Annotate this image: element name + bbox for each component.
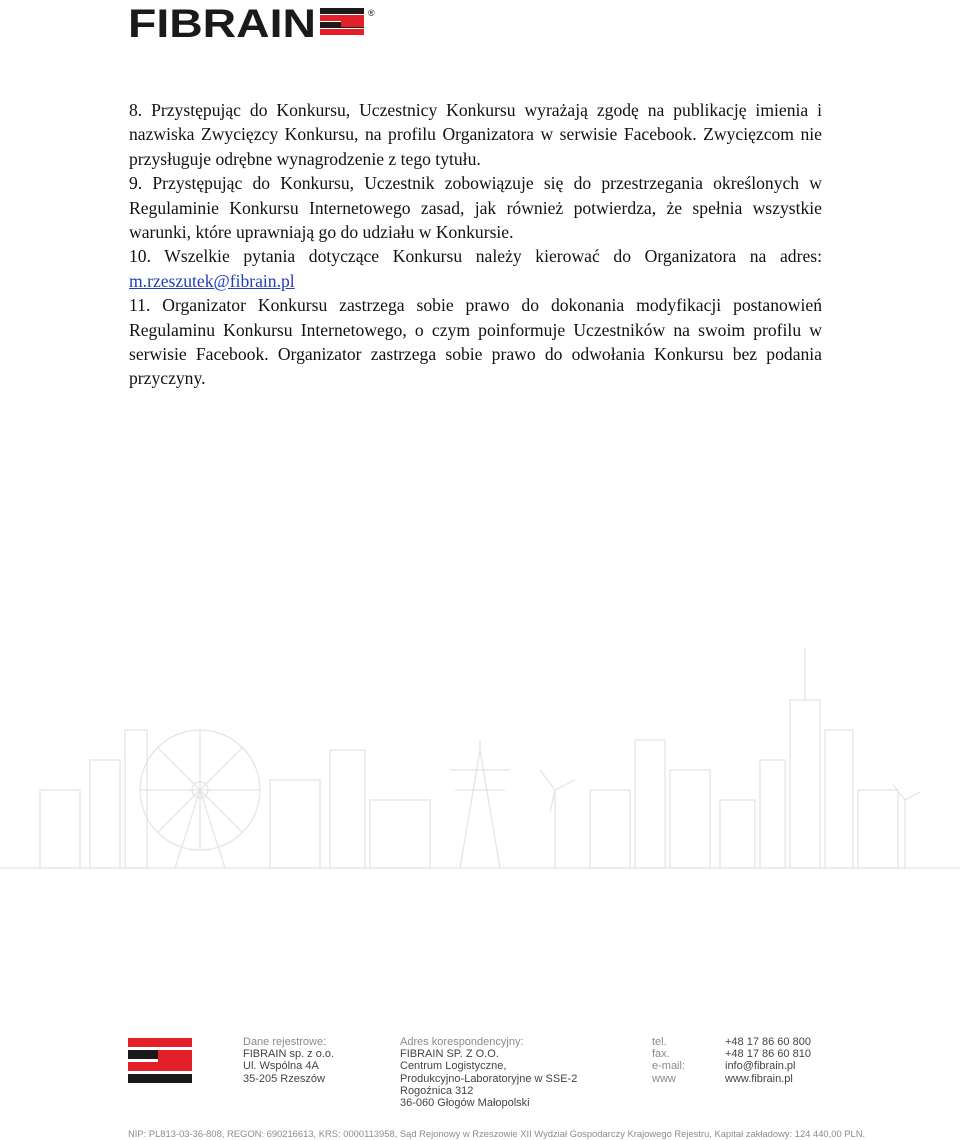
registration-label: Dane rejestrowe:	[243, 1036, 327, 1048]
logo-wordmark: FIBRAIN	[128, 4, 316, 44]
correspondence-line: Rogoźnica 312	[400, 1084, 474, 1097]
paragraph-10-email-line	[129, 269, 822, 293]
footer	[0, 1030, 960, 1140]
fax-value: +48 17 86 60 810	[725, 1048, 811, 1061]
fibrain-logo	[128, 4, 378, 44]
correspondence-address	[400, 1036, 577, 1109]
correspondence-line: Produkcyjno-Laboratoryjne w SSE-2	[400, 1072, 578, 1085]
regulations-text	[129, 98, 822, 391]
email-label: e-mail:	[652, 1060, 686, 1073]
registration-line: FIBRAIN sp. z o.o.	[243, 1048, 335, 1061]
contact-values	[725, 1036, 811, 1085]
legal-notice: NIP: PL813-03-36-808, REGON: 690216613, KRS: 0000113958, Sąd Rejonowy w Rzeszowie XII Wydział Gospodarczy Krajowego Rejestru, Kapitał zakładowy: 124 440,00 PLN.	[128, 1128, 866, 1139]
paragraph-9: 9. Przystępując do Konkursu, Uczestnik zobowiązuje się do przestrzegania określonych w Regulaminie Konkursu Internetowego zasad, jak również potwierdza, że spełnia wszystkie warunki, które uprawniają go do udziału w Konkursie.	[129, 173, 822, 243]
correspondence-line: 36-060 Głogów Małopolski	[400, 1097, 530, 1110]
correspondence-line: FIBRAIN SP. Z O.O.	[400, 1048, 499, 1061]
fax-label: fax.	[652, 1048, 670, 1061]
correspondence-label: Adres korespondencyjny:	[400, 1036, 524, 1048]
www-value[interactable]: www.fibrain.pl	[725, 1072, 793, 1085]
email-link[interactable]: m.rzeszutek@fibrain.pl	[129, 270, 295, 291]
paragraph-8: 8. Przystępując do Konkursu, Uczestnicy Konkursu wyrażają zgodę na publikację imienia i nazwiska Zwycięzcy Konkursu, na profilu Organizatora w serwisie Facebook. Zwycięzcom nie przysługuje odrębne wynagrodzenie z tego tytułu.	[129, 100, 822, 169]
registration-data	[243, 1036, 334, 1085]
paragraph-10: 10. Wszelkie pytania dotyczące Konkursu należy kierować do Organizatora na adres:	[129, 246, 822, 267]
tel-value: +48 17 86 60 800	[725, 1036, 811, 1048]
contact-labels	[652, 1036, 685, 1085]
tel-label: tel.	[652, 1036, 667, 1048]
city-skyline-illustration	[0, 640, 960, 1020]
footer-logo-mark	[128, 1038, 192, 1084]
registration-line: 35-205 Rzeszów	[243, 1072, 325, 1085]
paragraph-11: 11. Organizator Konkursu zastrzega sobie prawo do dokonania modyfikacji postanowień Regulaminu Konkursu Internetowego, o czym poinformuje Uczestników na swoim profilu w serwisie Facebook. Organizator zastrzega sobie prawo do odwołania Konkursu bez podania przyczyny.	[129, 295, 822, 389]
www-label: www	[652, 1072, 676, 1085]
logo-mark	[320, 8, 364, 35]
email-value[interactable]: info@fibrain.pl	[725, 1060, 796, 1073]
correspondence-line: Centrum Logistyczne,	[400, 1060, 507, 1073]
registered-mark: ®	[368, 8, 375, 18]
registration-line: Ul. Wspólna 4A	[243, 1060, 319, 1073]
